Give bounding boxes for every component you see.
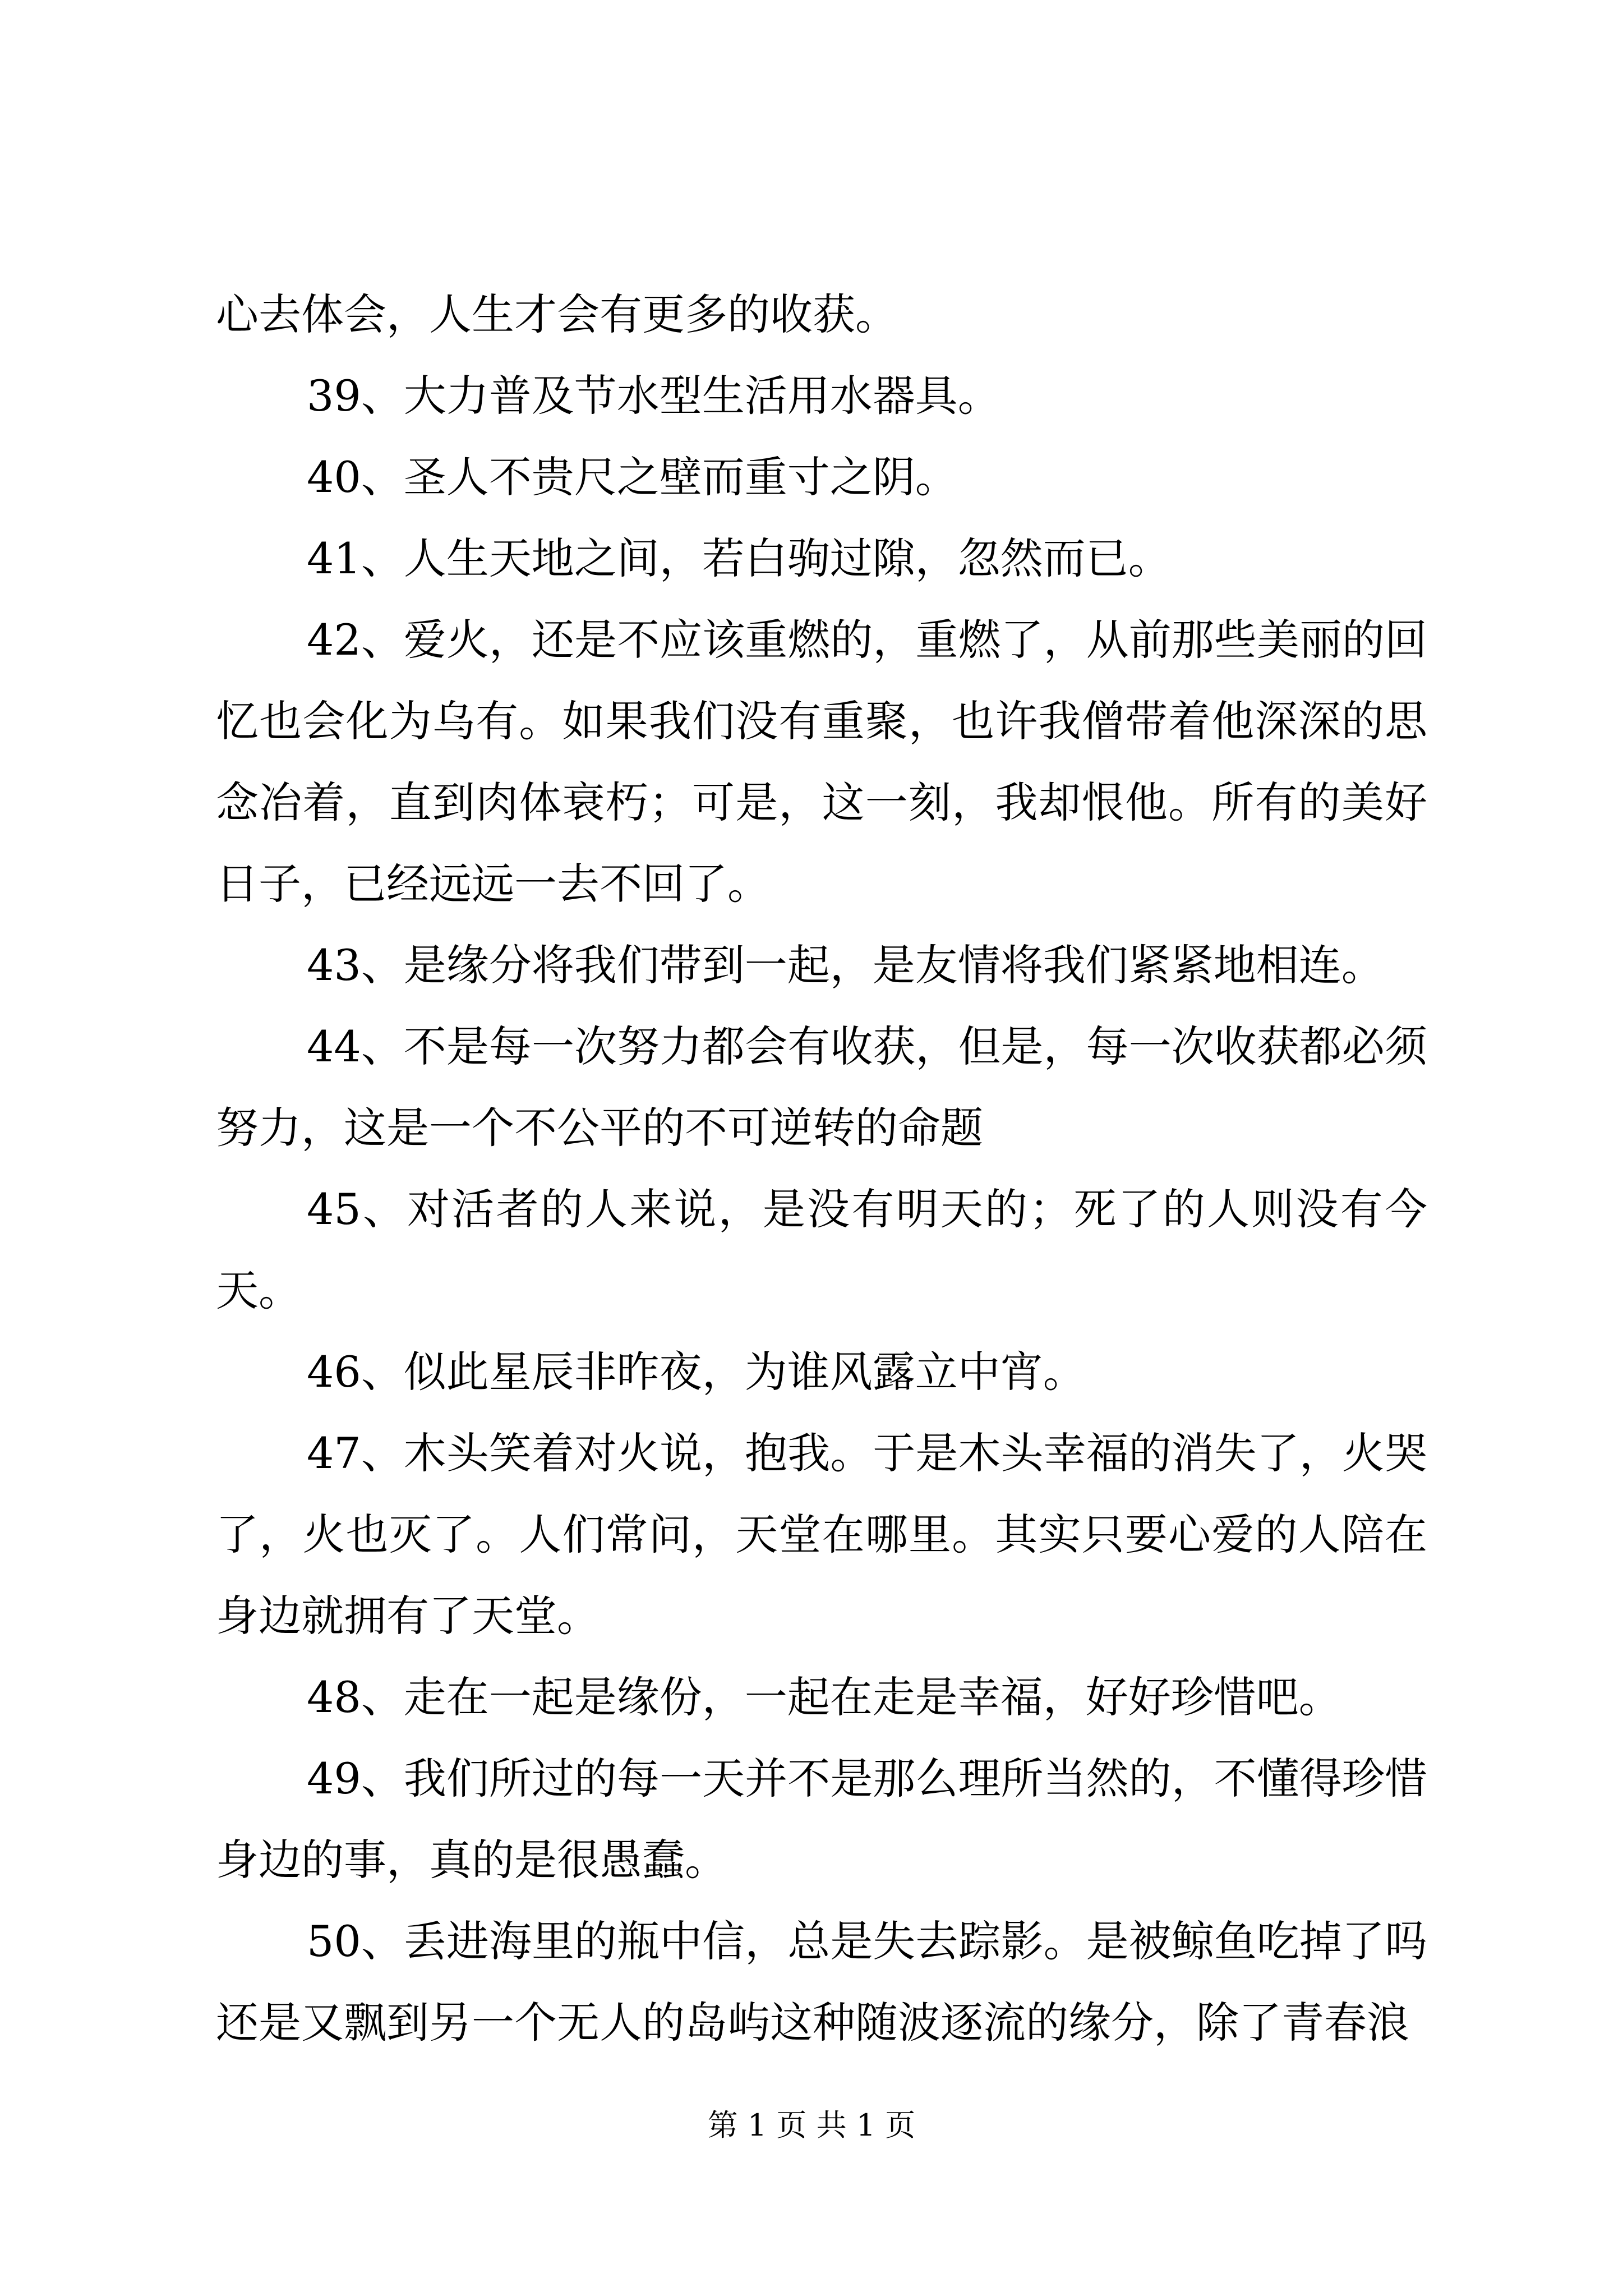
paragraph-48: 48、走在一起是缘份，一起在走是幸福，好好珍惜吧。 bbox=[307, 1672, 1341, 1722]
paragraph-42: 42、爱火，还是不应该重燃的，重燃了，从前那些美丽的回忆也会化为乌有。如果我们没有重聚，也许我僧带着他深深的思念冶着，直到肉体衰朽；可是，这一刻，我却恨他。所有的美好日子，已经远远一去不回了。 bbox=[216, 615, 1427, 909]
paragraph-50: 50、丢进海里的瓶中信，总是失去踪影。是被鲸鱼吃掉了吗还是又飘到另一个无人的岛屿这种随波逐流的缘分，除了青春浪 bbox=[216, 1916, 1427, 2047]
paragraph-47: 47、木头笑着对火说，抱我。于是木头幸福的消失了，火哭了，火也灭了。人们常问，天堂在哪里。其实只要心爱的人陪在身边就拥有了天堂。 bbox=[216, 1428, 1427, 1641]
paragraph-45: 45、对活者的人来说，是没有明天的；死了的人则没有今天。 bbox=[216, 1184, 1427, 1315]
page-number-label: 第 1 页 共 1 页 bbox=[707, 2108, 916, 2143]
paragraph-39: 39、大力普及节水型生活用水器具。 bbox=[307, 371, 1000, 421]
page-footer bbox=[0, 2106, 1623, 2145]
paragraph-continuation: 心去体会，人生才会有更多的收获。 bbox=[216, 289, 898, 339]
document-body bbox=[216, 274, 1427, 2063]
paragraph-43: 43、是缘分将我们带到一起，是友情将我们紧紧地相连。 bbox=[307, 940, 1384, 990]
paragraph-44: 44、不是每一次努力都会有收获，但是，每一次收获都必须努力，这是一个不公平的不可逆转的命题 bbox=[216, 1022, 1427, 1153]
paragraph-41: 41、人生天地之间，若白驹过隙，忽然而已。 bbox=[307, 533, 1171, 583]
paragraph-40: 40、圣人不贵尺之壁而重寸之阴。 bbox=[307, 452, 958, 502]
paragraph-46: 46、似此星辰非昨夜，为谁风露立中宵。 bbox=[307, 1347, 1086, 1397]
paragraph-49: 49、我们所过的每一天并不是那么理所当然的，不懂得珍惜身边的事，真的是很愚蠢。 bbox=[216, 1754, 1427, 1885]
